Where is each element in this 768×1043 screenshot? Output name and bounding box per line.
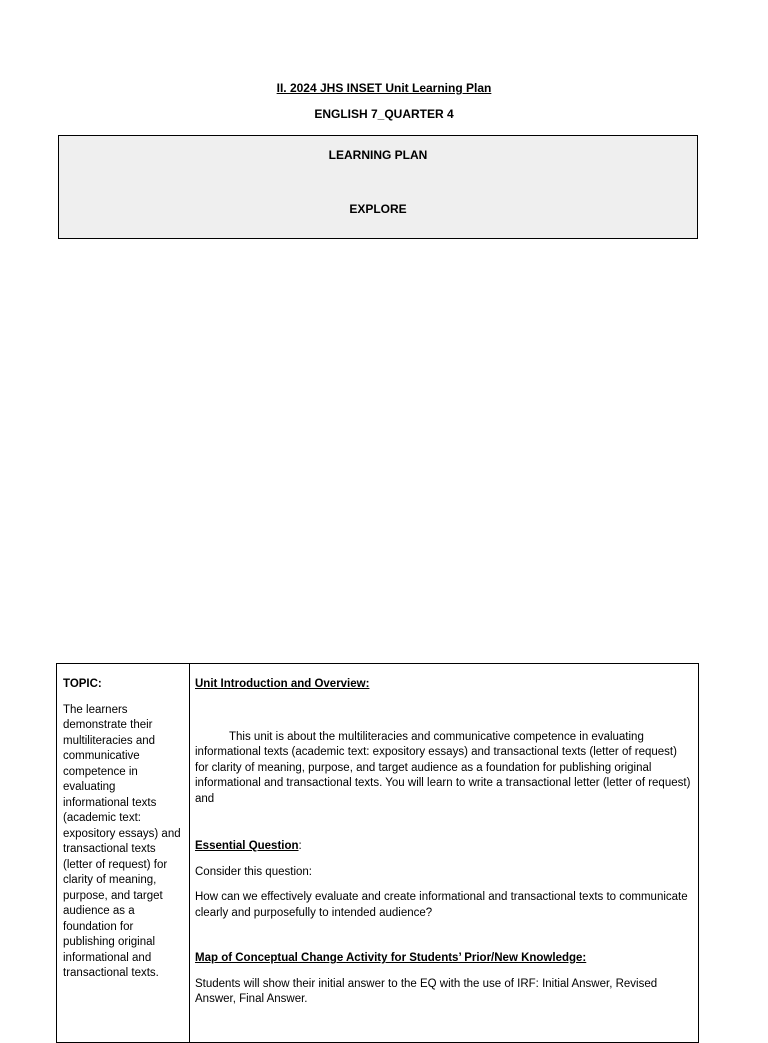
essential-question-label: Essential Question (195, 840, 299, 852)
learning-plan-box (58, 135, 698, 239)
topic-cell (57, 664, 190, 1042)
document-subtitle: ENGLISH 7_QUARTER 4 (314, 107, 454, 121)
overview-cell (190, 664, 698, 1042)
document-title: II. 2024 JHS INSET Unit Learning Plan (276, 81, 492, 95)
topic-text: The learners demonstrate their multiliteracies and communicative competence in evaluating informational texts (academic text: expository essays) and transactional texts (letter of request) for clarity of meaning, purpose, and target audience as a foundation for publishing original informational and transactional texts. (63, 703, 181, 979)
essential-question-text: How can we effectively evaluate and create informational and transactional texts to communicate clearly and purposefully to intended audience? (195, 891, 688, 919)
unit-plan-table (56, 663, 699, 1043)
topic-label: TOPIC: (63, 678, 102, 690)
essential-question-colon: : (298, 840, 302, 852)
essential-question-heading (195, 839, 692, 855)
explore-heading: EXPLORE (349, 202, 407, 216)
unit-intro-text: This unit is about the multiliteracies and communicative competence in evaluating informational texts (academic text: expository essays) and transactional texts (letter of request) for clarity of meaning, purpose, and target audience as a foundation for publishing original informational and transactional texts. You will learn to write a transactional letter (letter of request) and (195, 730, 691, 805)
essential-question-prompt: Consider this question: (195, 865, 312, 878)
conceptual-change-map-heading: Map of Conceptual Change Activity for Students’ Prior/New Knowledge: (195, 952, 587, 964)
conceptual-change-map-text: Students will show their initial answer to the EQ with the use of IRF: Initial Answer, Revised Answer, Final Answer. (195, 977, 658, 1005)
unit-intro-heading: Unit Introduction and Overview: (195, 678, 370, 690)
learning-plan-heading: LEARNING PLAN (328, 148, 428, 162)
